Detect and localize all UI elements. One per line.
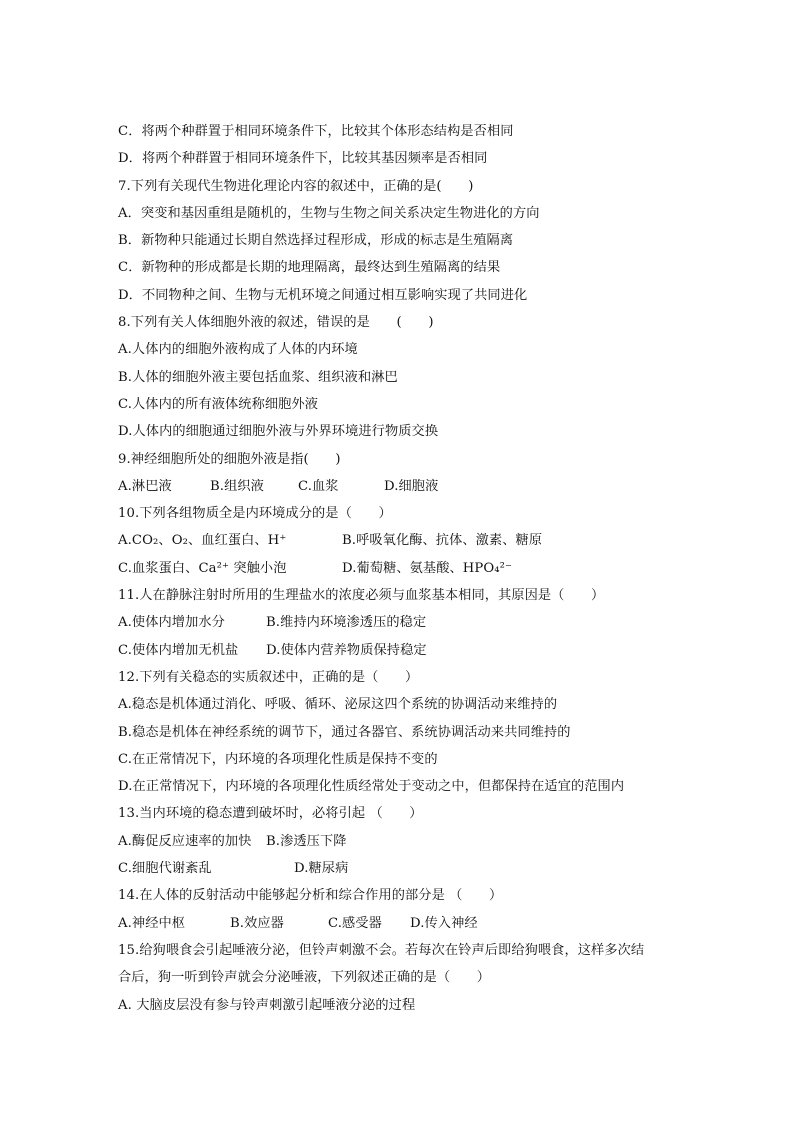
q12-stem: 12.下列有关稳态的实质叙述中，正确的是（ ） — [118, 669, 419, 685]
q13-options-row1 — [118, 828, 688, 855]
q7-option-b: B．新物种只能通过长期自然选择过程形成，形成的标志是生殖隔离 — [118, 233, 514, 249]
q11-options-row1 — [118, 609, 688, 636]
q11-option-a: A.使体内增加水分 — [118, 615, 225, 631]
q14-option-b: B.效应器 — [230, 915, 284, 931]
q8-option-c: C.人体内的所有液体统称细胞外液 — [118, 396, 319, 412]
q11-option-b: B.维持内环境渗透压的稳定 — [266, 615, 427, 631]
q10-options-row2 — [118, 555, 688, 582]
q12-option-a: A.稳态是机体通过消化、呼吸、循环、泌尿这四个系统的协调活动来维持的 — [118, 697, 558, 713]
q7-option-c: C．新物种的形成都是长期的地理隔离，最终达到生殖隔离的结果 — [118, 260, 501, 276]
q9-option-c: C.血浆 — [298, 478, 339, 494]
q10-option-c: C.血浆蛋白、Ca²⁺ 突触小泡 — [118, 560, 287, 576]
q8-option-b: B.人体的细胞外液主要包括血浆、组织液和淋巴 — [118, 369, 398, 385]
q9-option-a: A.淋巴液 — [118, 478, 172, 494]
q12-option-b: B.稳态是机体在神经系统的调节下，通过各器官、系统协调活动来共同维持的 — [118, 724, 571, 740]
q6-option-c: C．将两个种群置于相同环境条件下，比较其个体形态结构是否相同 — [118, 124, 514, 139]
q10-option-d: D.葡萄糖、氨基酸、HPO₄²⁻ — [342, 560, 513, 576]
q8-option-d: D.人体内的细胞通过细胞外液与外界环境进行物质交换 — [118, 424, 439, 440]
q9-option-d: D.细胞液 — [384, 478, 439, 494]
q11-options-row2 — [118, 637, 688, 664]
q13-stem: 13.当内环境的稳态遭到破坏时，必将引起 （ ） — [118, 806, 423, 822]
q10-option-b: B.呼吸氧化酶、抗体、激素、糖原 — [342, 533, 543, 549]
q10-stem: 10.下列各组物质全是内环境成分的是（ ） — [118, 506, 392, 522]
q13-option-c: C.细胞代谢紊乱 — [118, 861, 212, 877]
q6-option-d: D．将两个种群置于相同环境条件下，比较其基因频率是否相同 — [118, 151, 488, 167]
q15-stem-line2: 合后，狗一听到铃声就会分泌唾液，下列叙述正确的是（ ） — [118, 970, 491, 986]
q9-stem: 9.神经细胞所处的细胞外液是指( ) — [118, 451, 341, 467]
q8-stem: 8.下列有关人体细胞外液的叙述，错误的是 ( ) — [118, 315, 434, 331]
q7-option-d: D．不同物种之间、生物与无机环境之间通过相互影响实现了共同进化 — [118, 287, 528, 303]
q11-option-d: D.使体内营养物质保持稳定 — [266, 642, 427, 658]
q12-option-d: D.在正常情况下，内环境的各项理化性质经常处于变动之中，但都保持在适宜的范围内 — [118, 779, 625, 795]
q12-option-c: C.在正常情况下，内环境的各项理化性质是保持不变的 — [118, 751, 438, 767]
q14-option-c: C.感受器 — [328, 915, 382, 931]
q14-option-d: D.传入神经 — [410, 915, 478, 931]
q13-options-row2 — [118, 855, 688, 882]
q14-option-a: A.神经中枢 — [118, 915, 186, 931]
q14-options — [118, 910, 688, 937]
q15-option-a: A. 大脑皮层没有参与铃声刺激引起唾液分泌的过程 — [118, 997, 416, 1013]
q9-options — [118, 473, 688, 500]
q13-option-d: D.糖尿病 — [294, 861, 349, 877]
q8-option-a: A.人体内的细胞外液构成了人体的内环境 — [118, 342, 358, 358]
q11-stem: 11.人在静脉注射时所用的生理盐水的浓度必须与血浆基本相同，其原因是（ ） — [118, 588, 605, 604]
q7-option-a: A．突变和基因重组是随机的，生物与生物之间关系决定生物进化的方向 — [118, 205, 540, 221]
q10-option-a: A.CO₂、O₂、血红蛋白、H⁺ — [118, 533, 287, 549]
q15-stem-line1: 15.给狗喂食会引起唾液分泌，但铃声刺激不会。若每次在铃声后即给狗喂食，这样多次结 — [118, 942, 645, 958]
q10-options-row1 — [118, 527, 688, 554]
q14-stem: 14.在人体的反射活动中能够起分析和综合作用的部分是 （ ） — [118, 888, 503, 904]
q11-option-c: C.使体内增加无机盐 — [118, 642, 239, 658]
question-text-block — [118, 118, 688, 1019]
q9-option-b: B.组织液 — [210, 478, 264, 494]
q7-stem: 7.下列有关现代生物进化理论内容的叙述中，正确的是( ) — [118, 178, 474, 194]
q13-option-b: B.渗透压下降 — [266, 833, 347, 849]
q13-option-a: A.酶促反应速率的加快 — [118, 833, 252, 849]
